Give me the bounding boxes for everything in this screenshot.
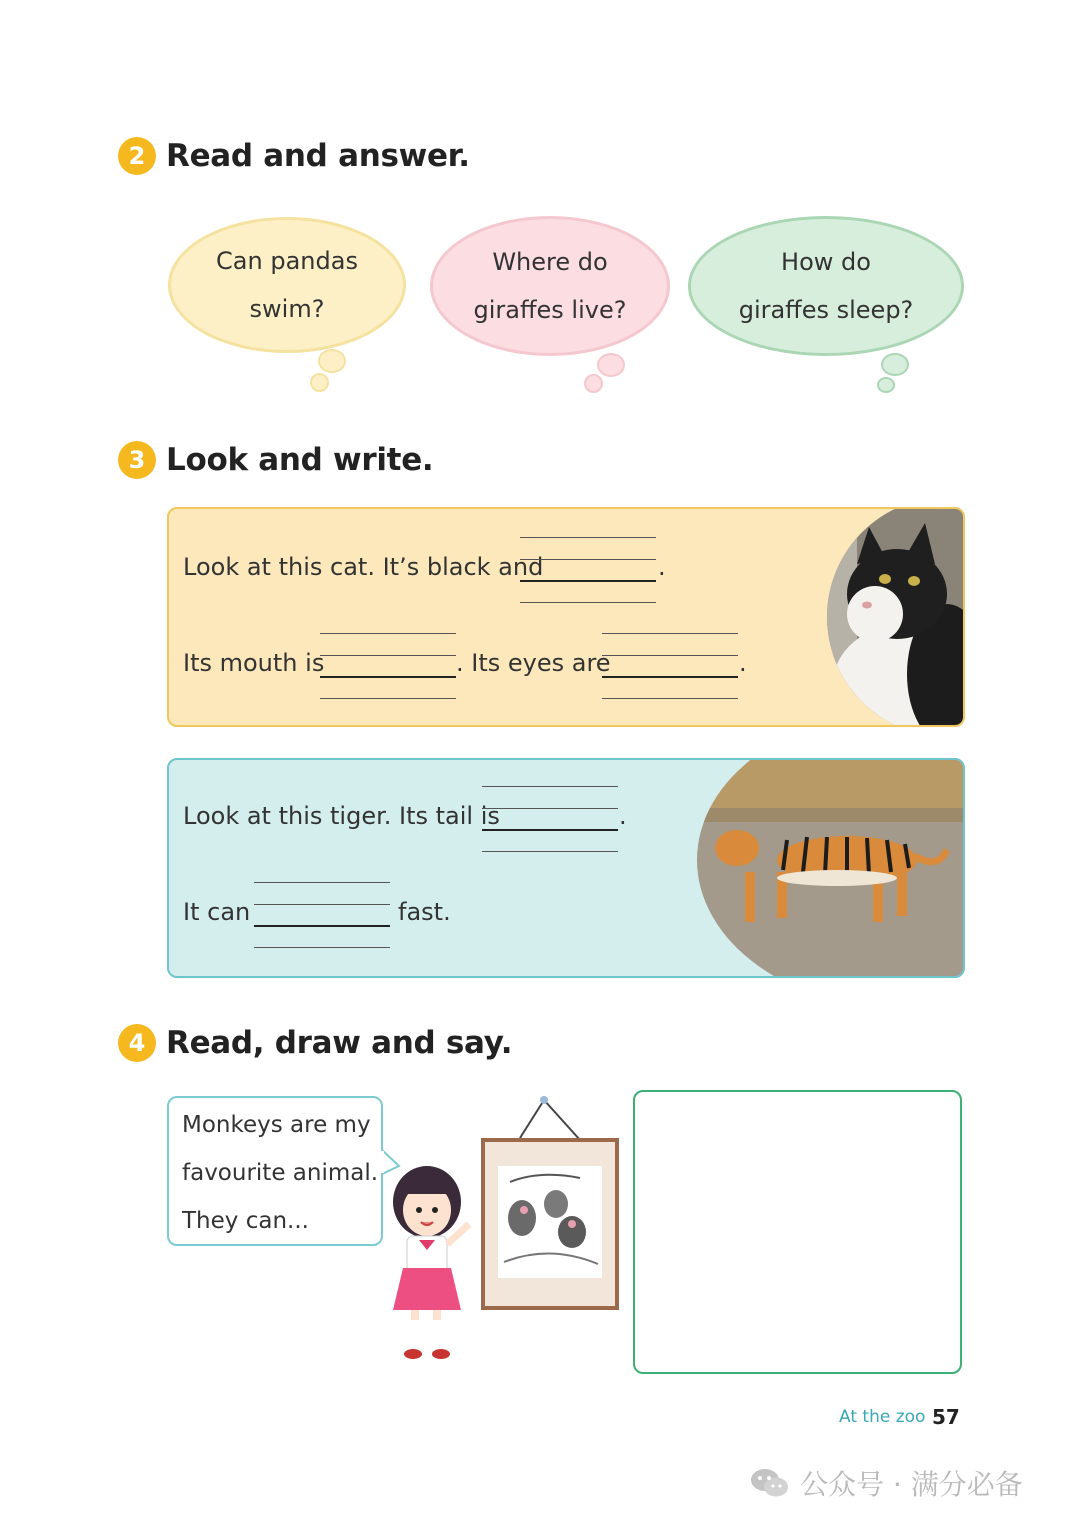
thought-dot xyxy=(584,374,603,393)
writing-blank[interactable] xyxy=(254,882,390,952)
period: . xyxy=(619,802,627,830)
bubble-line: Can pandas xyxy=(216,247,358,275)
tiger-writing-card xyxy=(167,758,965,978)
thought-bubble-giraffes-live xyxy=(430,216,670,356)
framed-monkey-picture xyxy=(480,1094,622,1312)
writing-blank[interactable] xyxy=(482,786,618,856)
cat-sentence-1: Look at this cat. It’s black and xyxy=(183,553,544,581)
unit-title: At the zoo xyxy=(839,1407,926,1427)
tiger-photo xyxy=(697,760,963,976)
bubble-line: Where do xyxy=(492,248,608,276)
thought-dot xyxy=(597,353,625,377)
cat-photo xyxy=(797,509,963,725)
section-number-badge: 3 xyxy=(118,441,156,479)
writing-blank[interactable] xyxy=(520,537,656,607)
page-number: 57 xyxy=(932,1405,960,1429)
bubble-line: giraffes live? xyxy=(473,296,627,324)
bubble-line: swim? xyxy=(249,295,325,323)
section-2-heading xyxy=(118,137,470,175)
section-number-badge: 2 xyxy=(118,137,156,175)
watermark xyxy=(750,1463,1023,1503)
bubble-line: giraffes sleep? xyxy=(738,296,914,324)
section-4-heading xyxy=(118,1024,512,1062)
thought-dot xyxy=(877,377,895,393)
thought-bubble-giraffes-sleep xyxy=(688,216,964,356)
writing-blank[interactable] xyxy=(602,633,738,703)
tiger-can-text: It can xyxy=(183,898,251,926)
tiger-fast-text: fast. xyxy=(398,898,451,926)
writing-blank[interactable] xyxy=(320,633,456,703)
thought-dot xyxy=(881,353,909,376)
girl-illustration xyxy=(385,1160,480,1370)
speech-line: They can... xyxy=(182,1208,309,1234)
section-title: Look and write. xyxy=(166,442,434,478)
period: . xyxy=(739,649,747,677)
section-title: Read and answer. xyxy=(166,138,470,174)
wechat-icon xyxy=(750,1467,790,1499)
speech-line: favourite animal. xyxy=(182,1160,379,1186)
bubble-line: How do xyxy=(781,248,871,276)
section-title: Read, draw and say. xyxy=(166,1025,513,1061)
thought-bubble-pandas xyxy=(168,217,406,353)
thought-dot xyxy=(318,349,346,373)
cat-writing-card xyxy=(167,507,965,727)
speech-line: Monkeys are my xyxy=(182,1112,371,1138)
watermark-text: 公众号 · 满分必备 xyxy=(800,1468,1023,1501)
section-number-badge: 4 xyxy=(118,1024,156,1062)
thought-dot xyxy=(310,373,329,392)
cat-eyes-text: . Its eyes are xyxy=(456,649,611,677)
tiger-sentence-1: Look at this tiger. Its tail is xyxy=(183,802,500,830)
period: . xyxy=(658,553,666,581)
speech-bubble xyxy=(167,1096,383,1246)
section-3-heading xyxy=(118,441,433,479)
drawing-area[interactable] xyxy=(633,1090,962,1374)
cat-mouth-text: Its mouth is xyxy=(183,649,325,677)
